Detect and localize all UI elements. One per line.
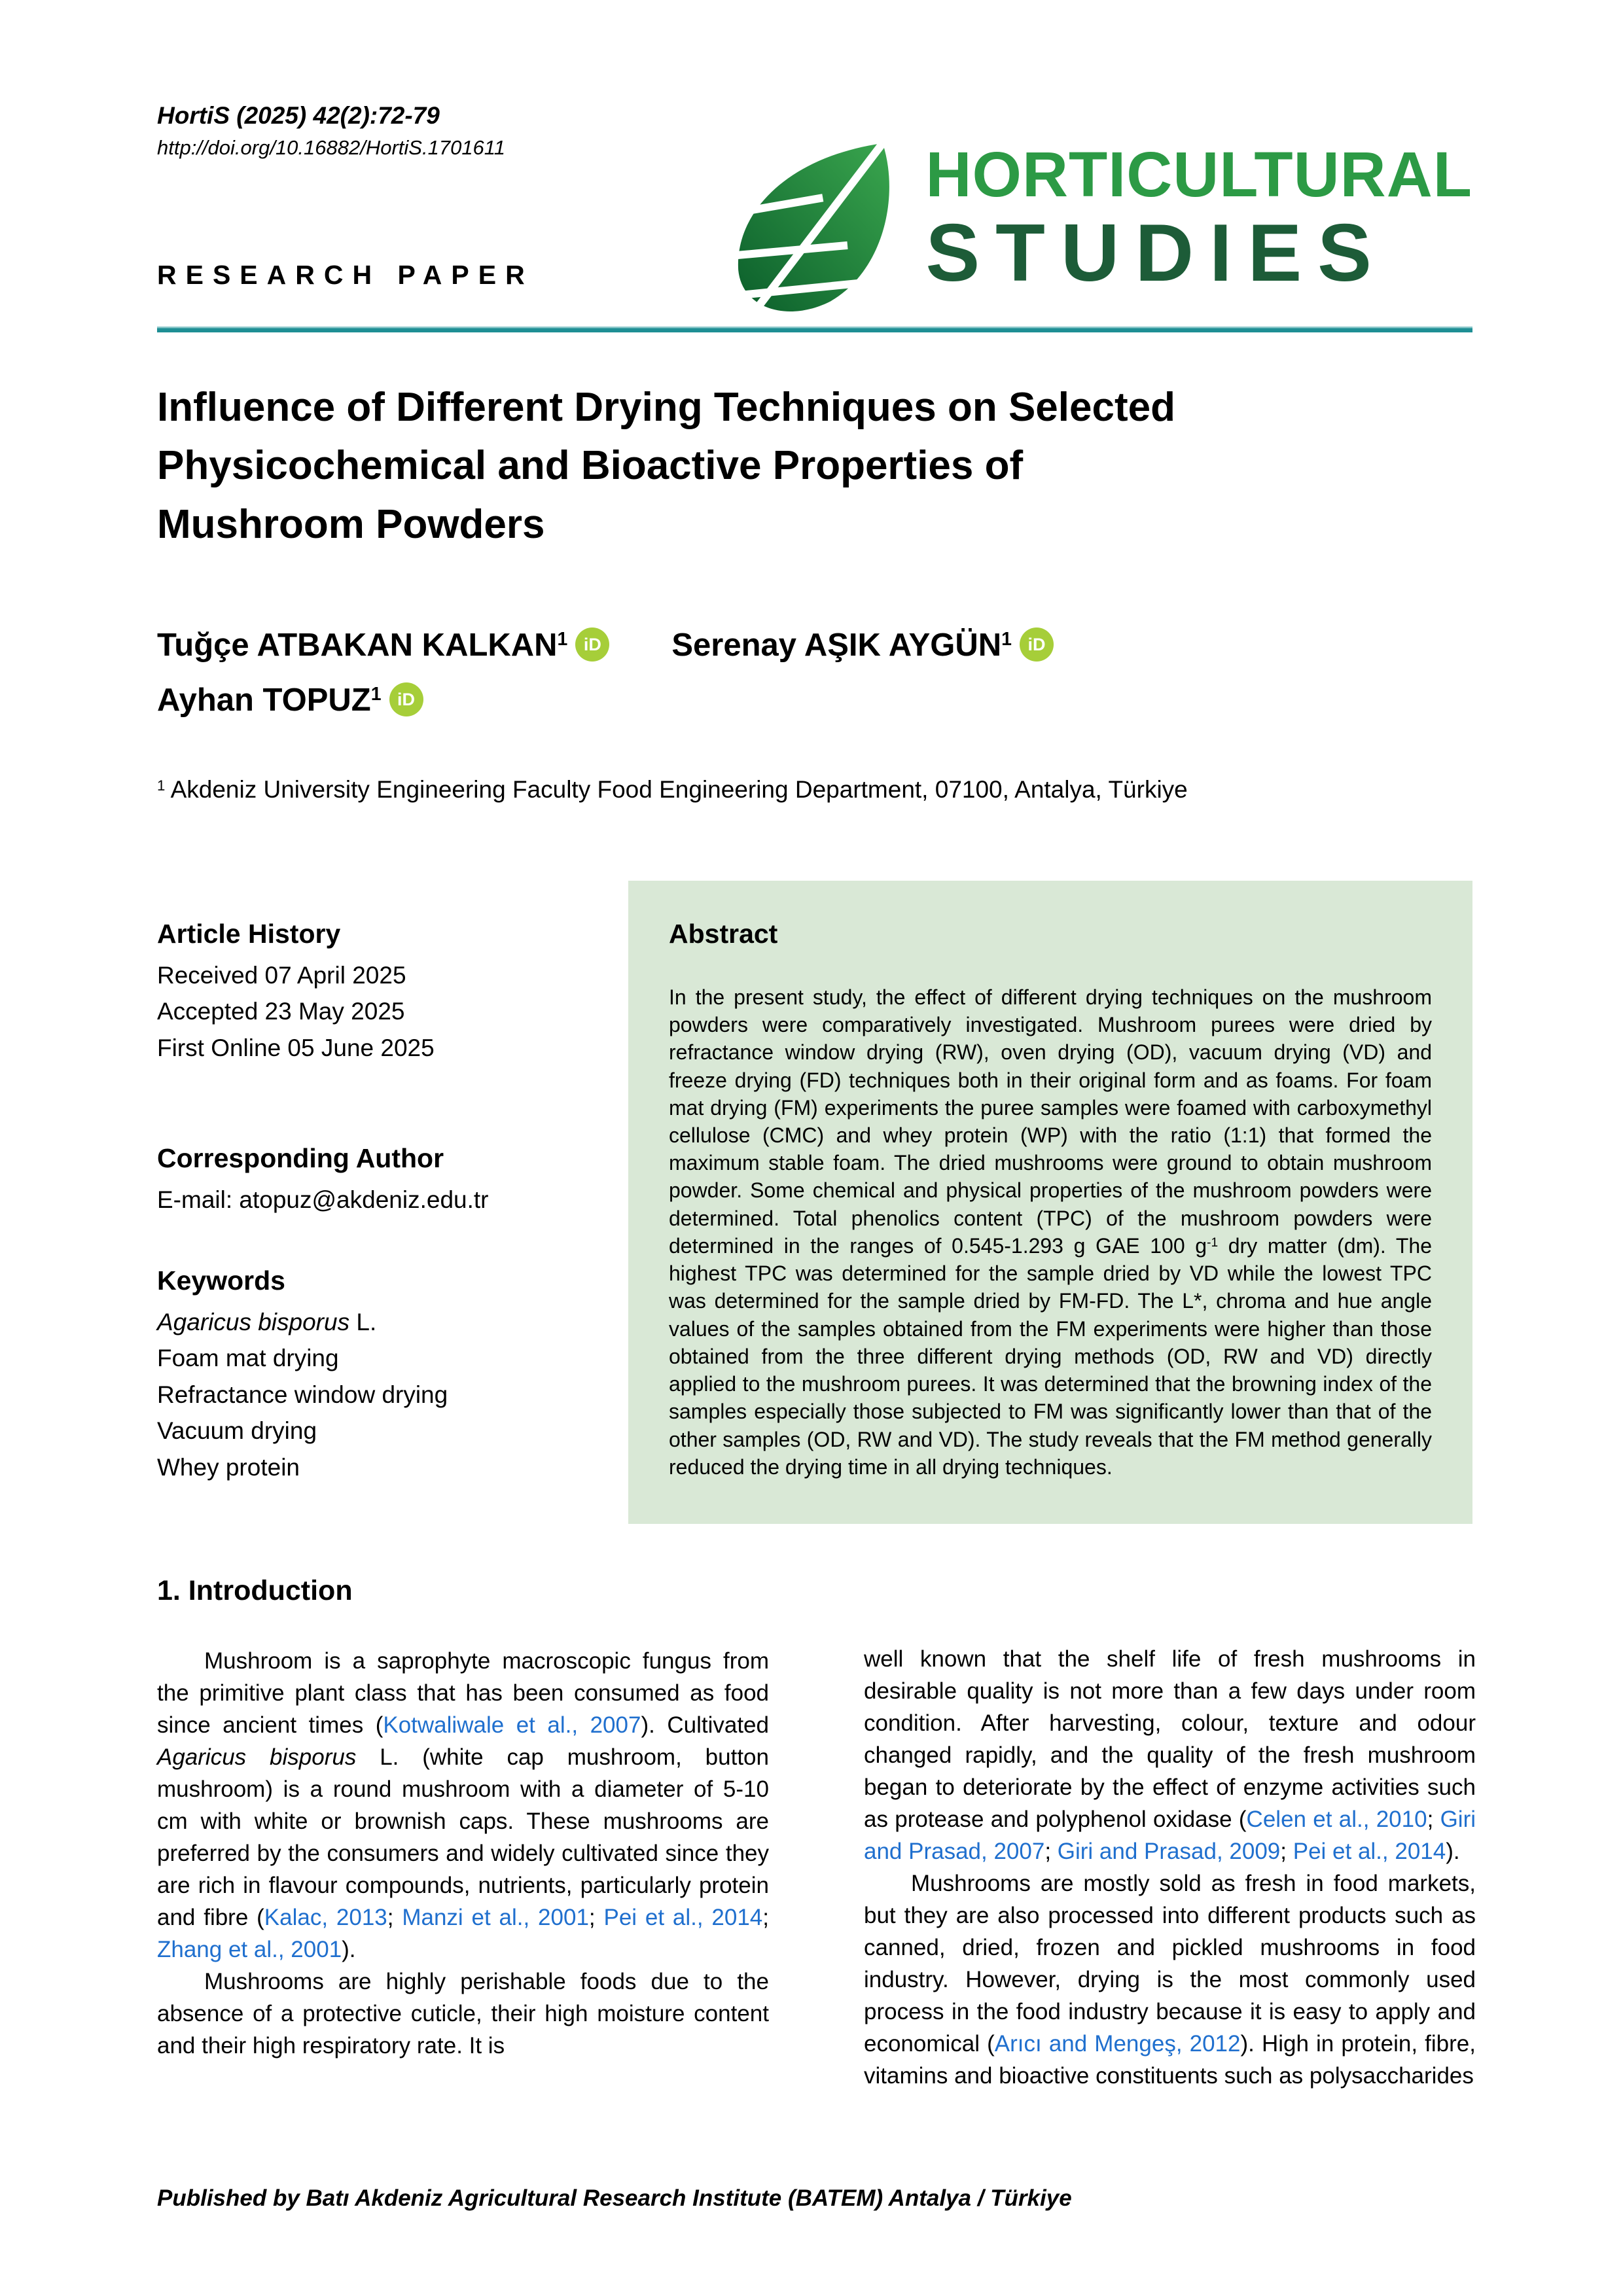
- intro-paragraph: Mushrooms are highly perishable foods due to the absence of a protective cuticle, their high moisture content and their high respiratory rate. It is: [157, 1969, 769, 2059]
- keyword-item: Vacuum drying: [157, 1417, 317, 1445]
- keyword-item: Agaricus bisporus L.: [157, 1308, 377, 1335]
- keywords-block: [157, 1265, 586, 1486]
- page-title-line: Mushroom Powders: [157, 501, 545, 547]
- intro-paragraph: Mushroom is a saprophyte macroscopic fungus from the primitive plant class that has been consumed as food since ancient times (Kotwaliwale et al., 2007). Cultivated Agaricus bisporus L. (white cap mushroom, button mushroom) is a round mushroom with a diameter of 5-10 cm with white or brownish caps. These mushrooms are preferred by the consumers and widely cultivated since they are rich in flavour compounds, nutrients, particularly protein and fibre (Kalac, 2013; Manzi et al., 2001; Pei et al., 2014; Zhang et al., 2001).: [157, 1648, 770, 1963]
- orcid-icon[interactable]: iD: [1020, 627, 1054, 662]
- citation-link[interactable]: Zhang et al., 2001: [157, 1937, 342, 1963]
- author-list: [157, 627, 1472, 718]
- author-name: Ayhan TOPUZ: [157, 682, 371, 718]
- author-name: Serenay AŞIK AYGÜN: [671, 627, 1002, 663]
- logo-wordmark: [925, 139, 1472, 296]
- logo-wordmark-line1: HORTICULTURAL: [925, 139, 1472, 210]
- keywords-heading: Keywords: [157, 1265, 285, 1296]
- author: [157, 627, 609, 663]
- corresponding-author-block: [157, 1143, 586, 1218]
- intro-paragraph: well known that the shelf life of fresh mushrooms in desirable quality is not more than a few days under room condition. After harvesting, colour, texture and odour changed rapidly, and the quality of the fresh mushroom began to deteriorate by the effect of enzyme activities such as protease and polyphenol oxidase (Celen et al., 2010; Giri and Prasad, 2007; Giri and Prasad, 2009; Pei et al., 2014).: [864, 1646, 1476, 1865]
- orcid-icon[interactable]: iD: [575, 627, 609, 662]
- author-row: [157, 627, 1472, 663]
- teal-divider: [157, 327, 1472, 332]
- citation-link[interactable]: Giri and Prasad, 2009: [1057, 1839, 1281, 1865]
- corresponding-email: E-mail: atopuz@akdeniz.edu.tr: [157, 1186, 489, 1214]
- abstract-body: In the present study, the effect of different drying techniques on the mushroom powders were comparatively investigated. Mushroom purees were dried by refractance window drying (RW), oven drying (OD), vacuum drying (VD) and freeze drying (FD) techniques both in their original form and as foams. For foam mat drying (FM) experiments the puree samples were foamed with carboxymethyl cellulose (CMC) and whey protein (WP) with the ratio (1:1) that formed the maximum stable foam. The dried mushrooms were ground to obtain mushroom powder. Some chemical and physical properties of the mushroom powders were determined. Total phenolics content (TPC) of the mushroom powders were determined in the ranges of 0.545-1.293 g GAE 100 $g^{-1}$ dry matter (dm). The highest TPC was determined for the sample dried by VD while the lowest TPC was determined for the sample dried by FM-FD. The L*, chroma and hue angle values of the samples obtained from the FM experiments were higher than those obtained from the three different drying methods (OD, RW and VD) directly applied to the mushroom purees. It was determined that the browning index of the samples especially those subjected to FM was significantly lower than that of the other samples (OD, RW and VD). The study reveals that the FM method generally reduced the drying time in all drying techniques.: [669, 985, 1433, 1479]
- section-heading-introduction: 1. Introduction: [157, 1575, 353, 1607]
- author-affiliation-sup: 1: [557, 629, 568, 650]
- abstract-heading: Abstract: [669, 918, 778, 949]
- introduction-section: [157, 1575, 1476, 2092]
- meta-abstract-row: [157, 881, 1472, 1524]
- article-history-line: Received 07 April 2025: [157, 961, 406, 989]
- author: [671, 627, 1054, 663]
- paper-type-label: RESEARCH PAPER: [157, 259, 534, 290]
- article-history-line: First Online 05 June 2025: [157, 1034, 435, 1061]
- page-title-line: Influence of Different Drying Techniques on Selected: [157, 385, 1175, 430]
- corresponding-author-heading: Corresponding Author: [157, 1143, 444, 1174]
- citation-link[interactable]: Manzi et al., 2001: [402, 1905, 589, 1931]
- intro-right-column: [864, 1575, 1476, 2092]
- journal-logo: [728, 139, 1472, 316]
- keyword-item: Foam mat drying: [157, 1345, 339, 1372]
- citation-link[interactable]: Pei et al., 2014: [603, 1905, 763, 1931]
- article-history-line: Accepted 23 May 2025: [157, 998, 405, 1025]
- page-title: [157, 378, 1472, 554]
- author-row: [157, 682, 1472, 718]
- orcid-icon[interactable]: iD: [389, 682, 423, 716]
- abstract-box: [628, 881, 1472, 1524]
- article-meta-column: [157, 881, 586, 1486]
- author-affiliation-sup: 1: [370, 684, 382, 705]
- footer-publisher-note: Published by Batı Akdeniz Agricultural Research Institute (BATEM) Antalya / Türkiye: [157, 2185, 1072, 2211]
- article-history-block: [157, 919, 586, 1067]
- citation-link[interactable]: Celen et al., 2010: [1246, 1807, 1427, 1833]
- citation-link[interactable]: Pei et al., 2014: [1293, 1839, 1446, 1865]
- citation-link[interactable]: Arıcı and Mengeş, 2012: [994, 2031, 1241, 2057]
- doi-link[interactable]: http://doi.org/10.16882/HortiS.1701611: [157, 136, 505, 160]
- leaf-icon: [728, 139, 921, 316]
- logo-wordmark-line2: STUDIES: [925, 207, 1387, 298]
- journal-reference: HortiS (2025) 42(2):72-79: [157, 102, 440, 129]
- citation-link[interactable]: Kotwaliwale et al., 2007: [383, 1712, 641, 1739]
- intro-paragraph: Mushrooms are mostly sold as fresh in food markets, but they are also processed into different products such as canned, dried, frozen and pickled mushrooms in food industry. However, drying is the most commonly used process in the food industry because it is easy to apply and economical (Arıcı and Mengeş, 2012). High in protein, fibre, vitamins and bioactive constituents such as polysaccharides: [864, 1871, 1476, 2089]
- page-title-line: Physicochemical and Bioactive Properties of: [157, 443, 1024, 489]
- article-history-heading: Article History: [157, 918, 341, 949]
- author-affiliation-sup: 1: [1001, 629, 1012, 650]
- keyword-item: Refractance window drying: [157, 1381, 448, 1408]
- citation-link[interactable]: Kalac, 2013: [264, 1905, 387, 1931]
- affiliation: $^1$ Akdeniz University Engineering Faculty Food Engineering Department, 07100, Antalya, Türkiye: [157, 775, 1188, 803]
- author: [157, 682, 423, 718]
- header-left: [157, 101, 534, 291]
- page-header: [157, 101, 1472, 316]
- author-name: Tuğçe ATBAKAN KALKAN: [157, 627, 558, 663]
- keyword-item: Whey protein: [157, 1453, 300, 1481]
- intro-left-column: [157, 1575, 769, 2092]
- citation-link[interactable]: Giri and Prasad, 2007: [864, 1807, 1476, 1865]
